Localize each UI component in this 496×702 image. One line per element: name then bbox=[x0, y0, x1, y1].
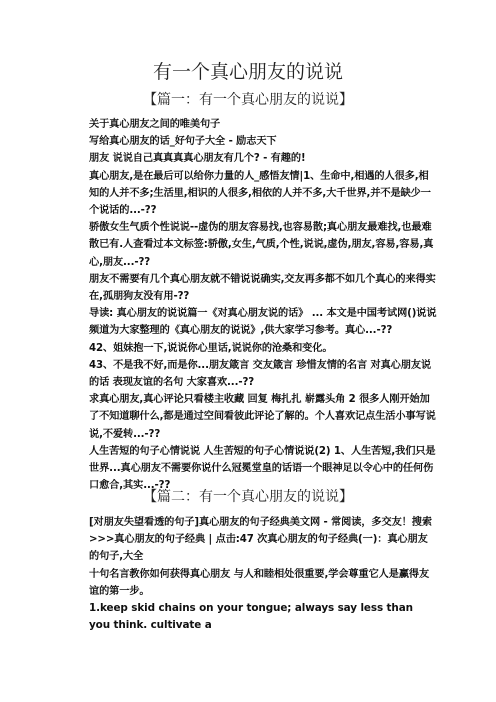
paragraph: 42、姐妹抱一下,说说你心里话,说说你的沧桑和变化。 bbox=[89, 342, 333, 354]
paragraph: 写给真心朋友的话_好句子大全 - 励志天下 bbox=[89, 136, 277, 148]
paragraph: 求真心朋友,真心评论只看楼主收藏 回复 梅扎扎 崭露头角 2 很多人刚开始加了不知道聊什么,都是通过空间看彼此评论了解的。个人喜欢记点生活小事写说说,不爱转...-?? bbox=[89, 394, 436, 440]
paragraph: 朋友 说说自己真真真真心朋友有几个? - 有趣的! bbox=[89, 153, 306, 165]
page-title: 有一个真心朋友的说说 bbox=[152, 61, 343, 83]
paragraph: [对朋友失望看透的句子]真心朋友的句子经典美文网 - 常阅读，多交友！搜索>>>真心朋友的句子经典 | 点击:47 次真心朋友的句子经典(一)：真心朋友的句子,大全 bbox=[89, 517, 432, 563]
section-body-2 bbox=[89, 514, 437, 634]
paragraph: 人生苦短的句子心情说说 人生苦短的句子心情说说(2) 1、人生苦短,我们只是世界...真心朋友不需要你说什么冠冕堂皇的话语一个眼神足以令心中的任何伤口愈合,其实...-?? bbox=[89, 445, 436, 492]
paragraph: 真心朋友,是在最后可以给你力量的人_感悟友情|1、生命中,相遇的人很多,相知的人并不多;生活里,相识的人很多,相依的人并不多,大千世界,并不是缺少一个说话的...-?? bbox=[89, 170, 431, 217]
paragraph: 骄傲女生气质个性说说--虚伪的朋友容易找,也容易散;真心朋友最难找,也最难散已有.人查看过本文标签:骄傲,女生,气质,个性,说说,虚伪,朋友,容易,容易,真心,朋友...-?? bbox=[89, 222, 434, 268]
paragraph-english: 1.keep skid chains on your tongue; always say less than you think. cultivate a bbox=[89, 602, 413, 632]
paragraph: 关于真心朋友之间的唯美句子 bbox=[89, 119, 221, 130]
paragraph: 导读: 真心朋友的说说篇一《对真心朋友说的话》 ... 本文是中国考试网()说说频道为大家整理的《真心朋友的说说》,供大家学习参考。真心...-?? bbox=[89, 308, 437, 337]
paragraph: 十句名言教你如何获得真心朋友 与人和睦相处很重要,学会尊重它人是赢得友谊的第一步。 bbox=[89, 568, 430, 597]
section-heading-1: 【篇一：有一个真心朋友的说说】 bbox=[143, 92, 353, 108]
paragraph: 朋友不需要有几个真心朋友就不错说说确实,交友再多都不如几个真心的来得实在,孤朋狗友没有用-?? bbox=[89, 273, 436, 303]
section-body-1 bbox=[89, 116, 437, 494]
paragraph: 43、不是我不好,而是你...朋友箴言 交友箴言 珍惜友情的名言 对真心朋友说的话 表现友谊的名句 大家喜欢...-?? bbox=[89, 359, 432, 389]
section-heading-2: 【篇二：有一个真心朋友的说说】 bbox=[143, 489, 353, 505]
